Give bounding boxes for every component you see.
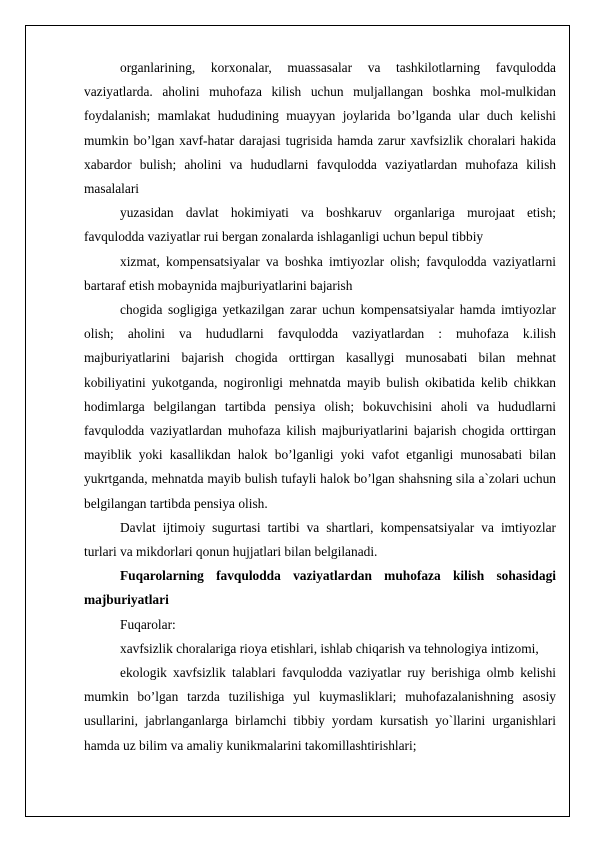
paragraph-8: xavfsizlik choralariga rioya etishlari, ishlab chiqarish va tehnologiya intizomi, bbox=[120, 640, 539, 656]
paragraph-5: Davlat ijtimoiy sugurtasi tartibi va shartlari, kompensatsiyalar va imtiyozlar turlari va mikdorlari qonun hujjatlari bilan belgilanadi. bbox=[84, 519, 556, 560]
paragraph-1: organlarining, korxonalar, muassasalar va tashkilotlarning favqulodda vaziyatlarda. aholini muhofaza kilish uchun muljallangan boshka mol-mulkidan foydalanish; mamlakat hududining muayyan joylarida bo’lganda ular duch kelishi mumkin bo’lgan xavf-hatar darajasi tugrisida hamda zarur xavfsizlik choralari hakida xabardor bulish; aholini va hududlarni favqulodda vaziyatlardan muhofaza kilish masalalari bbox=[84, 60, 556, 197]
paragraph-3: xizmat, kompensatsiyalar va boshka imtiyozlar olish; favqulodda vaziyatlarni bartaraf etish mobaynida majburiyatlarini bajarish bbox=[84, 253, 556, 293]
section-heading: Fuqarolarning favqulodda vaziyatlardan muhofaza kilish sohasidagi majburiyatlari bbox=[84, 568, 556, 608]
paragraph-7: Fuqarolar: bbox=[120, 616, 176, 632]
paragraph-2: yuzasidan davlat hokimiyati va boshkaruv organlariga murojaat etish; favqulodda vaziyatlar rui bergan zonalarda ishlaganligi uchun bepul tibbiy bbox=[84, 205, 556, 245]
paragraph-4: chogida sogligiga yetkazilgan zarar uchun kompensatsiyalar hamda imtiyozlar olish; aholini va hududlarni favqulodda vaziyatlardan : muhofaza k.ilish majburiyatlarini bajarish chogida orttirgan kasallygi munosabati bilan mehnat kobiliyatini yukotganda, nogironligi mehnatda mayib bulish okibatida kelib chikkan hodimlarga belgilangan tartibda pensiya olish; bokuvchisini aholi va hududlarni favqulodda vaziyatlardan muhofaza kilish majburiyatlarini bajarish chogida orttirgan mayiblik yoki kasallikdan halok bo’lganligi yoki vafot etganligi munosabati bilan yukrtganda, mehnatda mayib bulish tufayli halok bo’lgan shahsning sila a`zolari uchun belgilangan tartibda pensiya olish. bbox=[84, 302, 556, 511]
document-body bbox=[84, 56, 556, 758]
paragraph-9: ekologik xavfsizlik talablari favqulodda vaziyatlar ruy berishiga olmb kelishi mumkin bo’lgan tarzda tuzilishiga yul kuymasliklari; muhofazalanishning asosiy usullarini, jabrlanganlarga birlamchi tibbiy yordam kursatish yo`llarini urganishlari hamda uz bilim va amaliy kunikmalarini takomillashtirishlari; bbox=[84, 665, 556, 753]
